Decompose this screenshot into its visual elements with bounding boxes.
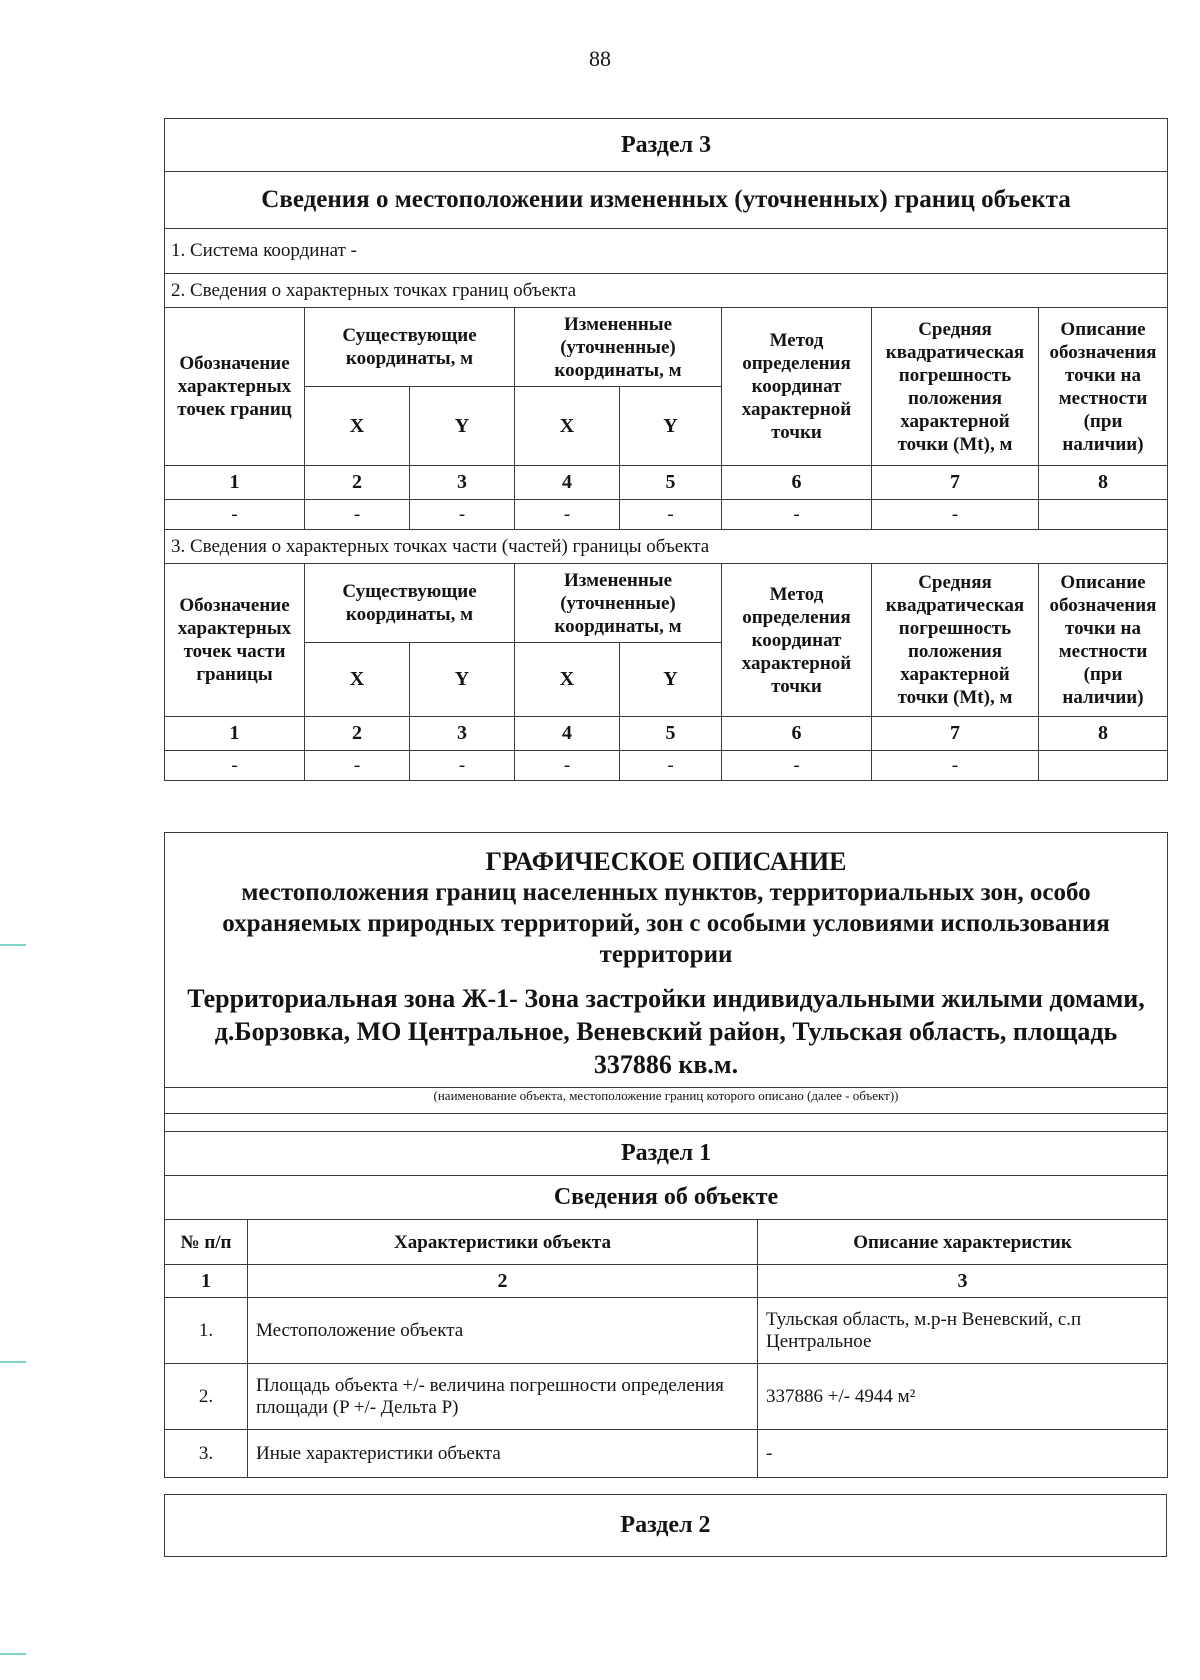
col-number: 3 xyxy=(410,717,515,751)
row-name: Площадь объекта +/- величина погрешности определения площади (P +/- Дельта P) xyxy=(248,1364,758,1430)
col-number: 1 xyxy=(165,717,305,751)
table-cell: - xyxy=(305,751,410,781)
col-number: 4 xyxy=(515,466,620,500)
section3-subtitle: Сведения о местоположении измененных (уточненных) границ объекта xyxy=(165,172,1168,229)
col-number: 8 xyxy=(1039,717,1168,751)
col-number: 2 xyxy=(305,717,410,751)
header-x-changed: X xyxy=(515,643,620,717)
header-y-existing: Y xyxy=(410,387,515,466)
table-cell: - xyxy=(410,500,515,530)
section3-table xyxy=(164,118,1168,781)
table-cell: - xyxy=(305,500,410,530)
col-number: 7 xyxy=(872,717,1039,751)
table-cell: - xyxy=(165,751,305,781)
table-cell: - xyxy=(872,751,1039,781)
table-cell: - xyxy=(410,751,515,781)
table-cell: - xyxy=(515,751,620,781)
row-number: 2. xyxy=(165,1364,248,1430)
row-number: 3. xyxy=(165,1430,248,1478)
header-description: Описание обозначения точки на местности (при наличии) xyxy=(1039,564,1168,717)
header-y-changed: Y xyxy=(620,387,722,466)
scan-mark xyxy=(0,1361,26,1363)
col-number: 5 xyxy=(620,717,722,751)
header-y-existing: Y xyxy=(410,643,515,717)
table-cell: - xyxy=(620,500,722,530)
header-x-existing: X xyxy=(305,387,410,466)
col-number: 4 xyxy=(515,717,620,751)
table-cell xyxy=(1039,751,1168,781)
table-cell: - xyxy=(165,500,305,530)
col-number: 3 xyxy=(758,1265,1168,1298)
header-error: Средняя квадратическая погрешность положения характерной точки (Mt), м xyxy=(872,564,1039,717)
row-name: Иные характеристики объекта xyxy=(248,1430,758,1478)
header-error: Средняя квадратическая погрешность положения характерной точки (Mt), м xyxy=(872,308,1039,466)
col-number: 2 xyxy=(305,466,410,500)
graphic-title: ГРАФИЧЕСКОЕ ОПИСАНИЕ xyxy=(485,847,847,876)
table-cell: - xyxy=(722,751,872,781)
table-cell: - xyxy=(620,751,722,781)
row-value: - xyxy=(758,1430,1168,1478)
section2-title: Раздел 2 xyxy=(165,1495,1167,1557)
header-row-number: № п/п xyxy=(165,1220,248,1265)
table-cell xyxy=(1039,500,1168,530)
page-number: 88 xyxy=(589,46,611,71)
header-method: Метод определения координат характерной точки xyxy=(722,564,872,717)
section3-title: Раздел 3 xyxy=(165,119,1168,172)
header-changed: Измененные (уточненные) координаты, м xyxy=(515,308,722,387)
col-number: 2 xyxy=(248,1265,758,1298)
row-name: Местоположение объекта xyxy=(248,1298,758,1364)
coord-system: 1. Система координат - xyxy=(165,229,1168,274)
scan-mark xyxy=(0,1653,26,1655)
col-number: 1 xyxy=(165,466,305,500)
table-cell: - xyxy=(722,500,872,530)
header-existing: Существующие координаты, м xyxy=(305,308,515,387)
object-name: Территориальная зона Ж-1- Зона застройки индивидуальными жилыми домами, д.Борзовка, МО Центральное, Веневский район, Тульская область, площадь 337886 кв.м. xyxy=(187,984,1145,1079)
header-characteristics: Характеристики объекта xyxy=(248,1220,758,1265)
col-number: 6 xyxy=(722,717,872,751)
section1-title: Раздел 1 xyxy=(165,1132,1168,1176)
header-x-existing: X xyxy=(305,643,410,717)
row-value: Тульская область, м.р-н Веневский, с.п Центральное xyxy=(758,1298,1168,1364)
part-caption: 3. Сведения о характерных точках части (частей) границы объекта xyxy=(165,530,1168,564)
table-cell: - xyxy=(872,500,1039,530)
header-designation-part: Обозначение характерных точек части границы xyxy=(165,564,305,717)
col-number: 5 xyxy=(620,466,722,500)
header-designation: Обозначение характерных точек границ xyxy=(165,308,305,466)
table-cell: - xyxy=(515,500,620,530)
graphic-description-table xyxy=(164,832,1168,1478)
header-method: Метод определения координат характерной точки xyxy=(722,308,872,466)
col-number: 6 xyxy=(722,466,872,500)
header-description: Описание обозначения точки на местности (при наличии) xyxy=(1039,308,1168,466)
header-y-changed: Y xyxy=(620,643,722,717)
col-number: 3 xyxy=(410,466,515,500)
col-number: 8 xyxy=(1039,466,1168,500)
scan-mark xyxy=(0,944,26,946)
row-value: 337886 +/- 4944 м² xyxy=(758,1364,1168,1430)
header-existing: Существующие координаты, м xyxy=(305,564,515,643)
col-number: 7 xyxy=(872,466,1039,500)
header-description: Описание характеристик xyxy=(758,1220,1168,1265)
row-number: 1. xyxy=(165,1298,248,1364)
points-caption: 2. Сведения о характерных точках границ объекта xyxy=(165,274,1168,308)
header-x-changed: X xyxy=(515,387,620,466)
section2-table xyxy=(164,1494,1167,1557)
object-note: (наименование объекта, местоположение границ которого описано (далее - объект)) xyxy=(165,1088,1168,1114)
section1-subtitle: Сведения об объекте xyxy=(165,1176,1168,1220)
col-number: 1 xyxy=(165,1265,248,1298)
graphic-subtitle: местоположения границ населенных пунктов, территориальных зон, особо охраняемых природных территорий, зон с особыми условиями использования территории xyxy=(222,879,1110,968)
header-changed: Измененные (уточненные) координаты, м xyxy=(515,564,722,643)
spacer xyxy=(165,1114,1168,1132)
